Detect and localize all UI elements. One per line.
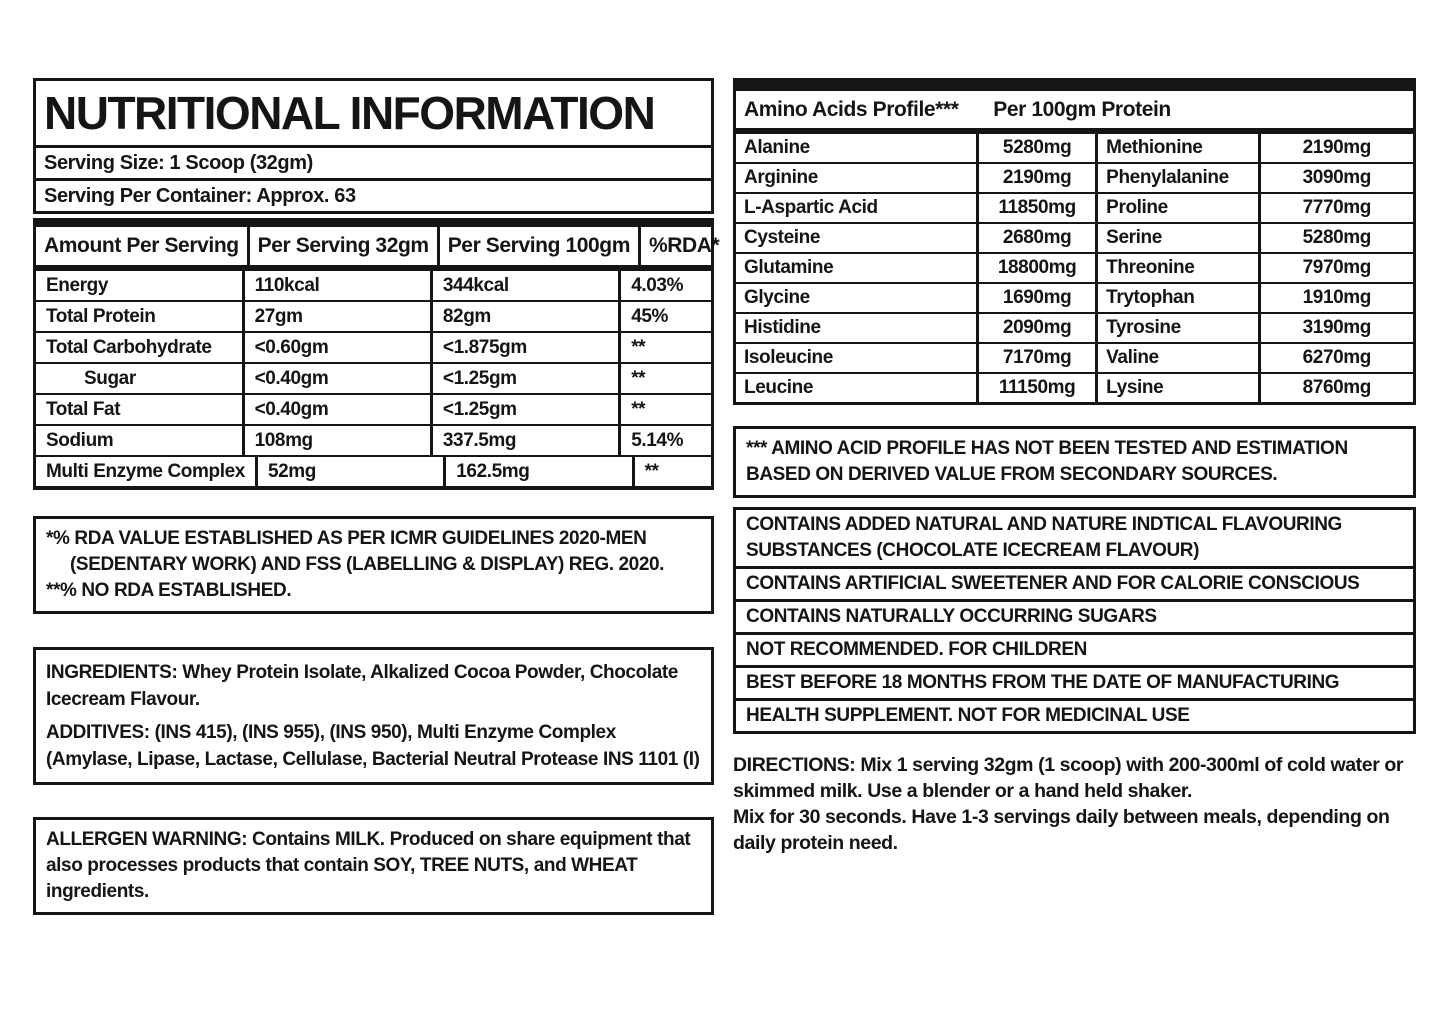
ingredients-box xyxy=(33,647,714,785)
nutrient-per32: 110kcal xyxy=(245,271,433,300)
amino-table-header xyxy=(736,91,1413,134)
amino-name: Methionine xyxy=(1098,134,1260,162)
nutrient-name: Energy xyxy=(36,271,245,300)
nutrient-name: Total Carbohydrate xyxy=(36,333,245,362)
statement-not-for-children: NOT RECOMMENDED. FOR CHILDREN xyxy=(733,632,1416,668)
additives-text: (INS 415), (INS 955), (INS 950), Multi Enzyme Complex (Amylase, Lipase, Lactase, Cellulase, Bacterial Neutral Protease INS 1101 (I) xyxy=(46,722,700,770)
table-row xyxy=(36,271,711,302)
nutrition-header-box xyxy=(33,78,714,214)
nutrient-rda: 45% xyxy=(631,306,669,327)
serving-size: Serving Size: 1 Scoop (32gm) xyxy=(44,152,313,174)
amino-row xyxy=(736,254,1413,284)
nutrient-per100: <1.25gm xyxy=(433,364,621,393)
amino-note-box: *** AMINO ACID PROFILE HAS NOT BEEN TESTED AND ESTIMATION BASED ON DERIVED VALUE FROM SECONDARY SOURCES. xyxy=(733,426,1416,498)
allergen-warning-box xyxy=(33,817,714,915)
amino-name: Glycine xyxy=(736,284,979,312)
rda-note-line: (SEDENTARY WORK) AND FSS (LABELLING & DISPLAY) REG. 2020. xyxy=(70,554,665,575)
amino-name: Alanine xyxy=(736,134,979,162)
amino-row xyxy=(736,344,1413,374)
amino-title: Amino Acids Profile*** xyxy=(744,98,959,121)
statement-natural-sugars: CONTAINS NATURALLY OCCURRING SUGARS xyxy=(733,599,1416,635)
amino-value: 3090mg xyxy=(1302,167,1371,188)
nutrient-rda: 4.03% xyxy=(631,275,684,296)
amino-value: 6270mg xyxy=(1302,347,1371,368)
amino-name: Valine xyxy=(1098,344,1260,372)
amino-name: L-Aspartic Acid xyxy=(736,194,979,222)
statement-artificial-sweetener: CONTAINS ARTIFICIAL SWEETENER AND FOR CALORIE CONSCIOUS xyxy=(733,566,1416,602)
nutrient-rda: ** xyxy=(644,461,659,482)
amino-row xyxy=(736,374,1413,402)
amino-name: Histidine xyxy=(736,314,979,342)
amino-value: 7770mg xyxy=(1302,197,1371,218)
statements-stack xyxy=(733,507,1416,734)
nutrient-rda: ** xyxy=(631,337,646,358)
nutrient-per100: <1.875gm xyxy=(433,333,621,362)
amino-name: Glutamine xyxy=(736,254,979,282)
amino-value: 8760mg xyxy=(1302,377,1371,398)
nutrient-rda: ** xyxy=(631,399,646,420)
nutrition-table xyxy=(33,218,720,490)
directions-paragraph xyxy=(733,752,1416,804)
rda-note-line: **% NO RDA ESTABLISHED. xyxy=(46,580,292,601)
amino-value: 1690mg xyxy=(979,284,1098,312)
amino-value: 11850mg xyxy=(979,194,1098,222)
nutrient-per100: 82gm xyxy=(433,302,621,331)
ingredients-text: Whey Protein Isolate, Alkalized Cocoa Powder, Chocolate Icecream Flavour. xyxy=(46,662,678,710)
amino-name: Serine xyxy=(1098,224,1260,252)
amino-value: 11150mg xyxy=(979,374,1098,402)
nutrient-name: Multi Enzyme Complex xyxy=(36,457,258,486)
amino-acids-table xyxy=(733,78,1416,405)
nutrient-per32: 52mg xyxy=(258,457,446,486)
allergen-label: ALLERGEN WARNING: xyxy=(46,829,248,850)
amino-value: 5280mg xyxy=(979,134,1098,162)
amino-name: Isoleucine xyxy=(736,344,979,372)
amino-table-body xyxy=(736,134,1413,402)
nutrient-name: Total Fat xyxy=(36,395,245,424)
table-row xyxy=(36,395,711,426)
nutrient-name: Total Protein xyxy=(36,302,245,331)
nutrient-per100: 162.5mg xyxy=(446,457,634,486)
nutrition-table-body xyxy=(36,271,711,486)
amino-name: Threonine xyxy=(1098,254,1260,282)
col-header-per32: Per Serving 32gm xyxy=(250,227,440,265)
statement-health-supplement: HEALTH SUPPLEMENT. NOT FOR MEDICINAL USE xyxy=(733,698,1416,734)
nutrient-per100: 337.5mg xyxy=(433,426,621,455)
table-top-bar xyxy=(36,218,711,227)
right-column xyxy=(733,78,1416,856)
nutrient-per32: 27gm xyxy=(245,302,433,331)
amino-row xyxy=(736,194,1413,224)
statement-best-before: BEST BEFORE 18 MONTHS FROM THE DATE OF MANUFACTURING xyxy=(733,665,1416,701)
nutrient-per100: 344kcal xyxy=(433,271,621,300)
rda-note-line: *% RDA VALUE ESTABLISHED AS PER ICMR GUIDELINES 2020-MEN xyxy=(46,528,647,549)
amino-value: 7970mg xyxy=(1302,257,1371,278)
additives-paragraph xyxy=(46,719,701,773)
amino-name: Arginine xyxy=(736,164,979,192)
amino-name: Proline xyxy=(1098,194,1260,222)
nutrient-name: Sodium xyxy=(36,426,245,455)
amino-value: 1910mg xyxy=(1302,287,1371,308)
amino-row xyxy=(736,314,1413,344)
nutrient-per32: 108mg xyxy=(245,426,433,455)
rda-note-box xyxy=(33,516,714,614)
page-title: NUTRITIONAL INFORMATION xyxy=(36,81,711,148)
nutrition-table-header xyxy=(36,227,720,271)
directions-text: Mix 1 serving 32gm (1 scoop) with 200-300ml of cold water or skimmed milk. Use a blender or a hand held shaker. xyxy=(733,754,1404,802)
directions-label: DIRECTIONS: xyxy=(733,754,856,776)
amino-name: Trytophan xyxy=(1098,284,1260,312)
amino-value: 2190mg xyxy=(1302,137,1371,158)
directions-block xyxy=(733,752,1416,856)
col-header-amount: Amount Per Serving xyxy=(36,227,250,265)
amino-subtitle: Per 100gm Protein xyxy=(993,98,1171,121)
amino-value: 2090mg xyxy=(979,314,1098,342)
amino-table-top-bar xyxy=(736,78,1413,91)
allergen-text: Contains MILK. Produced on share equipment that also processes products that contain SOY, TREE NUTS, and WHEAT ingredients. xyxy=(46,829,691,902)
nutrient-per32: <0.40gm xyxy=(245,364,433,393)
amino-name: Leucine xyxy=(736,374,979,402)
table-row xyxy=(36,457,711,486)
ingredients-paragraph xyxy=(46,659,701,713)
table-row xyxy=(36,426,711,457)
nutrient-rda: ** xyxy=(631,368,646,389)
amino-row xyxy=(736,134,1413,164)
ingredients-label: INGREDIENTS: xyxy=(46,662,178,683)
amino-value: 7170mg xyxy=(979,344,1098,372)
nutrient-per32: <0.60gm xyxy=(245,333,433,362)
amino-name: Phenylalanine xyxy=(1098,164,1260,192)
nutrient-rda: 5.14% xyxy=(631,430,684,451)
amino-row xyxy=(736,164,1413,194)
nutrient-per100: <1.25gm xyxy=(433,395,621,424)
serving-per-container: Serving Per Container: Approx. 63 xyxy=(36,178,711,211)
table-row xyxy=(36,333,711,364)
directions-paragraph: Mix for 30 seconds. Have 1-3 servings daily between meals, depending on daily protein need. xyxy=(733,806,1390,854)
nutrient-per32: <0.40gm xyxy=(245,395,433,424)
col-header-per100: Per Serving 100gm xyxy=(440,227,641,265)
amino-row xyxy=(736,224,1413,254)
amino-row xyxy=(736,284,1413,314)
additives-label: ADDITIVES: xyxy=(46,722,150,743)
amino-value: 3190mg xyxy=(1302,317,1371,338)
statement-flavouring: CONTAINS ADDED NATURAL AND NATURE INDTICAL FLAVOURING SUBSTANCES (CHOCOLATE ICECREAM FLAVOUR) xyxy=(733,507,1416,569)
col-header-rda: %RDA* xyxy=(648,234,720,257)
amino-value: 2190mg xyxy=(979,164,1098,192)
table-row xyxy=(36,364,711,395)
table-row xyxy=(36,302,711,333)
amino-name: Tyrosine xyxy=(1098,314,1260,342)
amino-name: Lysine xyxy=(1098,374,1260,402)
amino-name: Cysteine xyxy=(736,224,979,252)
amino-value: 18800mg xyxy=(979,254,1098,282)
left-column xyxy=(33,78,720,915)
amino-value: 5280mg xyxy=(1302,227,1371,248)
amino-value: 2680mg xyxy=(979,224,1098,252)
nutrient-name: Sugar xyxy=(36,364,245,393)
